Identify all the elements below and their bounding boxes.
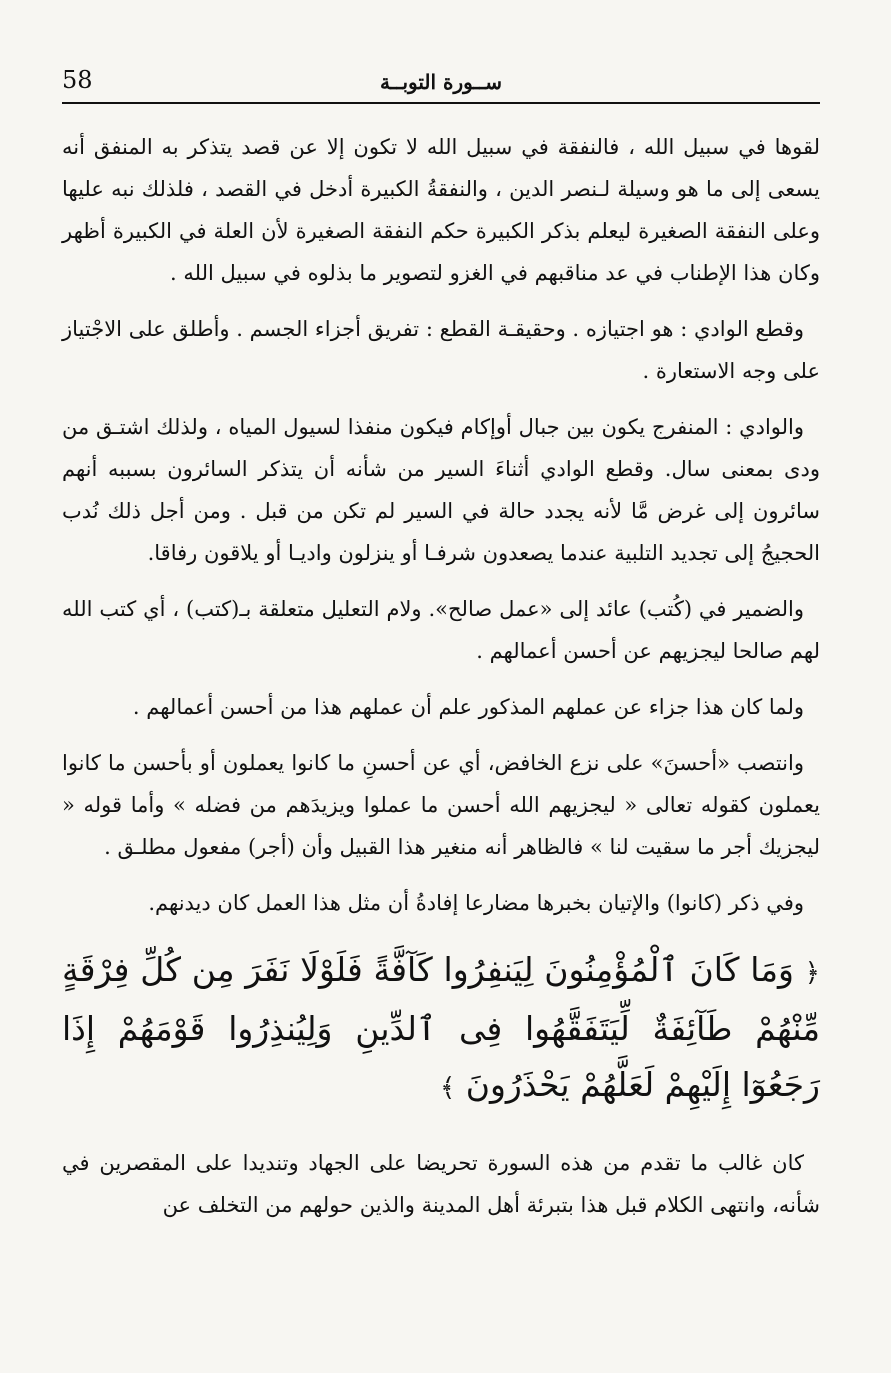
paragraph: لقوها في سبيل الله ، فالنفقة في سبيل الله لا تكون إلا عن قصد يتذكر به المنفق أنه يسعى إلى ما هو وسيلة لـنصر الدين ، والنفقةُ الكبيرة أدخل في القصد ، فلذلك نبه عليها وعلى النفقة الصغيرة ليعلم بذكر الكبيرة حكم النفقة الصغيرة لأن العلة في الكبيرة أظهر وكان هذا الإطناب في عد مناقبهم في الغزو لتصوير ما بذلوه في سبيل الله . — [62, 135, 821, 285]
verse-close-bracket: ﴾ — [439, 1073, 456, 1103]
verse-open-bracket: ﴿ — [804, 958, 820, 988]
quran-verse — [62, 942, 820, 1116]
closing-paragraph: كان غالب ما تقدم من هذه السورة تحريضا على الجهاد وتنديدا على المقصرين في شأنه، وانتهى الكلام قبل هذا بتبرئة أهل المدينة والذين حولهم من التخلف عن — [62, 1151, 820, 1217]
surah-title: ســورة التوبــة — [380, 70, 502, 94]
paragraph: وقطع الوادي : هو اجتيازه . وحقيقـة القطع : تفريق أجزاء الجسم . وأطلق على الاجْتياز على وجه الاستعارة . — [62, 317, 820, 383]
verse-text: وَمَا كَانَ ٱلْمُؤْمِنُونَ لِيَنفِرُوا كَآفَّةً فَلَوْلَا نَفَرَ مِن كُلِّ فِرْقَةٍ مِّنْهُمْ طَآئِفَةٌ لِّيَتَفَقَّهُوا فِى ٱلدِّينِ وَلِيُنذِرُوا قَوْمَهُمْ إِذَا رَجَعُوٓا إِلَيْهِمْ لَعَلَّهُمْ يَحْذَرُونَ — [62, 950, 820, 1104]
paragraph: والضمير في (كُتب) عائد إلى «عمل صالح». ولام التعليل متعلقة بـ(كتب) ، أي كتب الله لهم صالحا ليجزيهم عن أحسن أعمالهم . — [62, 597, 820, 663]
paragraph: ولما كان هذا جزاء عن عملهم المذكور علم أن عملهم هذا من أحسن أعمالهم . — [132, 695, 804, 719]
page-number: 58 — [62, 66, 93, 94]
paragraph: وفي ذكر (كانوا) والإتيان بخبرها مضارعا إفادةُ أن مثل هذا العمل كان ديدنهم. — [148, 891, 804, 915]
paragraph: والوادي : المنفرج يكون بين جبال أوإكام فيكون منفذا لسيول المياه ، ولذلك اشتـق من ودى بمعنى سال. وقطع الوادي أثناءَ السير من شأنه أن يتذكر السائرون بسببه أنهم سائرون إلى غرض مَّا لأنه يجدد حالة في السير لم تكن من قبل . ومن أجل ذلك نُدب الحجيجُ إلى تجديد التلبية عندما يصعدون شرفـا أو ينزلون واديـا أو يلاقون رفاقا. — [62, 415, 820, 565]
page-body — [62, 126, 820, 1240]
page-header — [62, 58, 820, 104]
book-page — [62, 58, 820, 1318]
paragraph: وانتصب «أحسنَ» على نزع الخافض، أي عن أحسنِ ما كانوا يعملون أو بأحسن ما كانوا يعملون كقوله تعالى « ليجزيهم الله أحسن ما عملوا ويزيدَهم من فضله » وأما قوله « ليجزيك أجر ما سقيت لنا » فالظاهر أنه منغير هذا القبيل وأن (أجر) مفعول مطلـق . — [62, 751, 820, 859]
